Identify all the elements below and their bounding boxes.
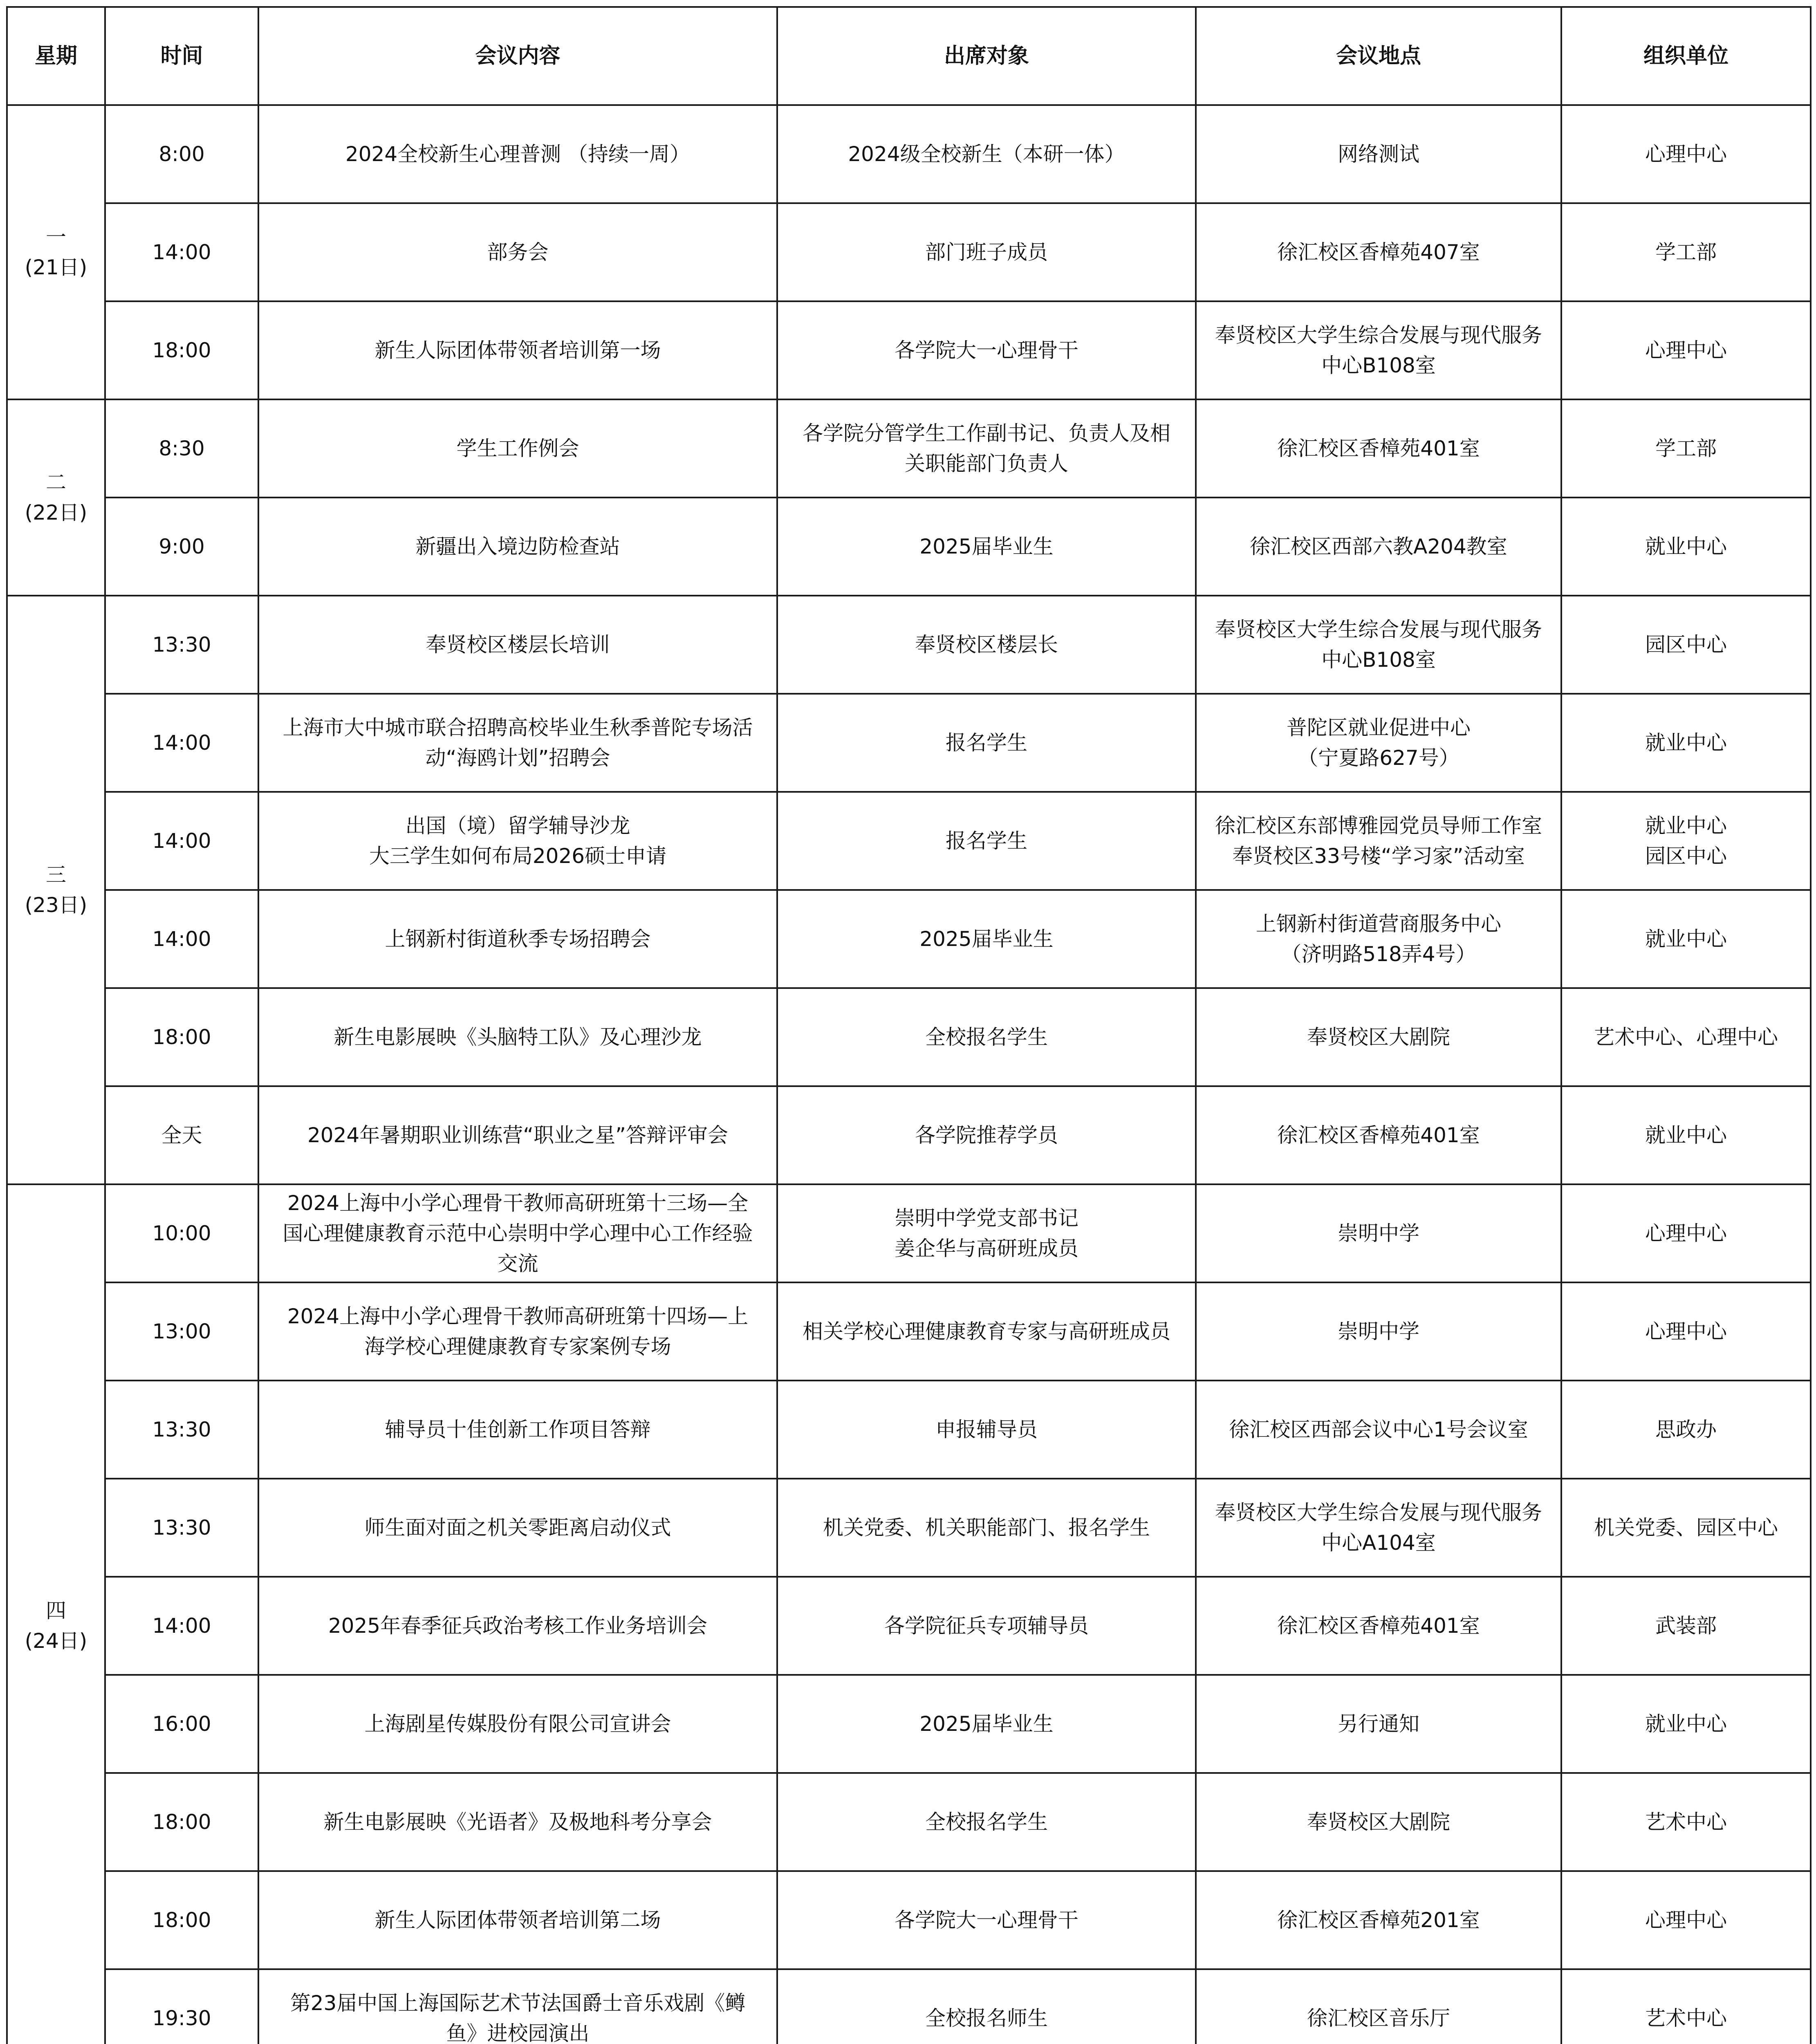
organizer-cell-line: 心理中心	[1645, 338, 1727, 362]
time-cell: 14:00	[105, 792, 258, 890]
content-cell-line: 2025年春季征兵政治考核工作业务培训会	[328, 1614, 708, 1638]
content-cell	[258, 1282, 777, 1381]
content-cell-line: 国心理健康教育示范中心崇明中学心理中心工作经验	[282, 1221, 753, 1245]
attendees-cell	[777, 498, 1196, 596]
table-row	[7, 890, 1811, 988]
organizer-cell	[1561, 1086, 1811, 1184]
content-cell-line: 上海剧星传媒股份有限公司宣讲会	[364, 1712, 671, 1736]
attendees-cell-line: 报名学生	[946, 731, 1027, 755]
table-row	[7, 1577, 1811, 1675]
location-cell-line: 中心B108室	[1321, 354, 1436, 377]
attendees-cell	[777, 1282, 1196, 1381]
time-cell: 14:00	[105, 890, 258, 988]
location-cell	[1196, 1969, 1561, 2044]
content-cell	[258, 1184, 777, 1282]
content-cell-line: 2024上海中小学心理骨干教师高研班第十三场—全	[287, 1191, 749, 1215]
time-cell: 8:30	[105, 399, 258, 498]
organizer-cell-line: 就业中心	[1645, 1123, 1727, 1147]
weekday-cell	[7, 596, 105, 1184]
location-cell-line: 普陀区就业促进中心	[1287, 716, 1471, 740]
content-cell-line: 上海市大中城市联合招聘高校毕业生秋季普陀专场活	[282, 716, 753, 740]
weekday-cell	[7, 399, 105, 596]
content-cell-line: 师生面对面之机关零距离启动仪式	[364, 1516, 671, 1540]
time-cell: 19:30	[105, 1969, 258, 2044]
organizer-cell-line: 就业中心	[1645, 1712, 1727, 1736]
attendees-cell	[777, 1086, 1196, 1184]
content-cell	[258, 694, 777, 792]
organizer-cell-line: 就业中心	[1645, 927, 1727, 951]
attendees-cell	[777, 1381, 1196, 1479]
location-cell	[1196, 1479, 1561, 1577]
time-cell: 14:00	[105, 694, 258, 792]
attendees-cell	[777, 1577, 1196, 1675]
time-cell: 13:30	[105, 596, 258, 694]
content-cell	[258, 1479, 777, 1577]
content-cell	[258, 498, 777, 596]
attendees-cell	[777, 1773, 1196, 1871]
location-cell-line: 徐汇校区西部会议中心1号会议室	[1229, 1418, 1528, 1441]
content-cell	[258, 301, 777, 399]
attendees-cell-line: 姜企华与高研班成员	[895, 1237, 1078, 1260]
organizer-cell	[1561, 1675, 1811, 1773]
location-cell	[1196, 694, 1561, 792]
organizer-cell-line: 机关党委、园区中心	[1594, 1516, 1778, 1540]
time-cell: 18:00	[105, 301, 258, 399]
location-cell	[1196, 1871, 1561, 1969]
table-row	[7, 1282, 1811, 1381]
organizer-cell-line: 武装部	[1655, 1614, 1717, 1638]
table-row	[7, 1871, 1811, 1969]
weekday-name: 四	[46, 1599, 66, 1623]
attendees-cell	[777, 1871, 1196, 1969]
location-cell	[1196, 596, 1561, 694]
attendees-cell-line: 2025届毕业生	[919, 535, 1054, 558]
organizer-cell-line: 园区中心	[1645, 633, 1727, 657]
location-cell	[1196, 301, 1561, 399]
location-cell-line: 中心A104室	[1321, 1531, 1436, 1555]
table-row	[7, 988, 1811, 1086]
location-cell	[1196, 1381, 1561, 1479]
location-cell	[1196, 1577, 1561, 1675]
content-cell	[258, 1675, 777, 1773]
content-cell	[258, 1086, 777, 1184]
organizer-cell	[1561, 792, 1811, 890]
time-cell: 13:30	[105, 1479, 258, 1577]
table-row	[7, 1381, 1811, 1479]
table-row	[7, 1479, 1811, 1577]
weekday-name: 一	[46, 225, 66, 249]
header-organizer: 组织单位	[1561, 7, 1811, 105]
header-time: 时间	[105, 7, 258, 105]
attendees-cell	[777, 203, 1196, 301]
time-cell: 13:30	[105, 1381, 258, 1479]
location-cell	[1196, 890, 1561, 988]
location-cell-line: 网络测试	[1338, 142, 1419, 166]
content-cell-line: 上钢新村街道秋季专场招聘会	[385, 927, 651, 951]
content-cell-line: 新生电影展映《光语者》及极地科考分享会	[323, 1810, 712, 1834]
location-cell-line: 奉贤校区大剧院	[1307, 1025, 1450, 1049]
content-cell-line: 2024全校新生心理普测 （持续一周）	[345, 142, 691, 166]
attendees-cell-line: 2024级全校新生（本研一体）	[848, 142, 1125, 166]
attendees-cell	[777, 399, 1196, 498]
location-cell-line: 奉贤校区大学生综合发展与现代服务	[1215, 323, 1542, 347]
attendees-cell	[777, 694, 1196, 792]
location-cell	[1196, 399, 1561, 498]
location-cell-line: （济明路518弄4号）	[1281, 942, 1476, 966]
time-cell: 14:00	[105, 1577, 258, 1675]
header-row	[7, 7, 1811, 105]
content-cell-line: 出国（境）留学辅导沙龙	[405, 814, 630, 838]
organizer-cell	[1561, 105, 1811, 203]
attendees-cell-line: 各学院征兵专项辅导员	[884, 1614, 1089, 1638]
location-cell-line: 奉贤校区大学生综合发展与现代服务	[1215, 1501, 1542, 1524]
organizer-cell	[1561, 1871, 1811, 1969]
weekday-cell	[7, 1184, 105, 2044]
location-cell-line: 徐汇校区西部六教A204教室	[1250, 535, 1507, 558]
content-cell-line: 学生工作例会	[456, 437, 579, 460]
weekday-name: 三	[46, 863, 66, 887]
time-cell: 14:00	[105, 203, 258, 301]
header-attendees: 出席对象	[777, 7, 1196, 105]
content-cell	[258, 1577, 777, 1675]
location-cell	[1196, 498, 1561, 596]
content-cell-line: 新生电影展映《头脑特工队》及心理沙龙	[334, 1025, 702, 1049]
content-cell-line: 动“海鸥计划”招聘会	[425, 746, 610, 770]
attendees-cell-line: 报名学生	[946, 829, 1027, 853]
attendees-cell	[777, 1479, 1196, 1577]
weekday-name: 二	[46, 471, 66, 494]
attendees-cell-line: 各学院大一心理骨干	[895, 1908, 1078, 1932]
weekday-date: (21日)	[25, 256, 87, 279]
attendees-cell-line: 申报辅导员	[935, 1418, 1038, 1441]
organizer-cell-line: 园区中心	[1645, 844, 1727, 868]
location-cell	[1196, 792, 1561, 890]
table-row	[7, 694, 1811, 792]
attendees-cell-line: 部门班子成员	[925, 240, 1048, 264]
table-row	[7, 792, 1811, 890]
time-cell: 18:00	[105, 1773, 258, 1871]
content-cell-line: 鱼》进校园演出	[446, 2022, 590, 2044]
location-cell-line: 中心B108室	[1321, 648, 1436, 672]
location-cell-line: 徐汇校区东部博雅园党员导师工作室	[1215, 814, 1542, 838]
location-cell-line: 崇明中学	[1338, 1221, 1419, 1245]
content-cell-line: 海学校心理健康教育专家案例专场	[364, 1335, 671, 1358]
attendees-cell-line: 2025届毕业生	[919, 927, 1054, 951]
location-cell	[1196, 1773, 1561, 1871]
organizer-cell-line: 心理中心	[1645, 142, 1727, 166]
organizer-cell	[1561, 1479, 1811, 1577]
location-cell	[1196, 1282, 1561, 1381]
content-cell	[258, 1773, 777, 1871]
time-cell: 10:00	[105, 1184, 258, 1282]
content-cell-line: 新疆出入境边防检查站	[415, 535, 620, 558]
attendees-cell	[777, 301, 1196, 399]
time-cell: 9:00	[105, 498, 258, 596]
content-cell	[258, 1969, 777, 2044]
content-cell-line: 2024上海中小学心理骨干教师高研班第十四场—上	[287, 1304, 749, 1328]
attendees-cell-line: 全校报名学生	[925, 1025, 1048, 1049]
organizer-cell	[1561, 1969, 1811, 2044]
organizer-cell	[1561, 301, 1811, 399]
location-cell	[1196, 105, 1561, 203]
table-row	[7, 105, 1811, 203]
location-cell	[1196, 988, 1561, 1086]
organizer-cell	[1561, 988, 1811, 1086]
time-cell: 16:00	[105, 1675, 258, 1773]
location-cell-line: 奉贤校区大剧院	[1307, 1810, 1450, 1834]
header-weekday: 星期	[7, 7, 105, 105]
location-cell-line: 崇明中学	[1338, 1320, 1419, 1343]
attendees-cell-line: 机关党委、机关职能部门、报名学生	[823, 1516, 1150, 1540]
organizer-cell	[1561, 498, 1811, 596]
attendees-cell	[777, 890, 1196, 988]
content-cell-line: 交流	[497, 1252, 538, 1275]
content-cell	[258, 105, 777, 203]
organizer-cell	[1561, 1577, 1811, 1675]
content-cell-line: 辅导员十佳创新工作项目答辩	[385, 1418, 651, 1441]
location-cell	[1196, 1675, 1561, 1773]
location-cell-line: 徐汇校区香樟苑201室	[1277, 1908, 1480, 1932]
location-cell-line: 徐汇校区香樟苑401室	[1277, 1123, 1480, 1147]
location-cell	[1196, 1184, 1561, 1282]
attendees-cell-line: 崇明中学党支部书记	[895, 1206, 1078, 1230]
content-cell	[258, 988, 777, 1086]
content-cell-line: 2024年暑期职业训练营“职业之星”答辩评审会	[307, 1123, 729, 1147]
table-row	[7, 203, 1811, 301]
attendees-cell-line: 各学院分管学生工作副书记、负责人及相	[803, 421, 1170, 445]
content-cell	[258, 792, 777, 890]
time-cell: 18:00	[105, 988, 258, 1086]
weekday-date: (23日)	[25, 893, 87, 917]
organizer-cell	[1561, 1282, 1811, 1381]
content-cell	[258, 399, 777, 498]
organizer-cell-line: 就业中心	[1645, 814, 1727, 838]
attendees-cell-line: 相关学校心理健康教育专家与高研班成员	[803, 1320, 1170, 1343]
organizer-cell	[1561, 596, 1811, 694]
location-cell	[1196, 1086, 1561, 1184]
attendees-cell	[777, 792, 1196, 890]
attendees-cell-line: 2025届毕业生	[919, 1712, 1054, 1736]
organizer-cell	[1561, 399, 1811, 498]
organizer-cell-line: 学工部	[1655, 240, 1717, 264]
table-row	[7, 498, 1811, 596]
organizer-cell	[1561, 694, 1811, 792]
table-row	[7, 399, 1811, 498]
location-cell-line: 另行通知	[1338, 1712, 1419, 1736]
weekday-date: (24日)	[25, 1629, 87, 1653]
weekday-cell	[7, 105, 105, 399]
attendees-cell-line: 关职能部门负责人	[905, 452, 1068, 475]
attendees-cell-line: 各学院大一心理骨干	[895, 338, 1078, 362]
table-row	[7, 1086, 1811, 1184]
content-cell	[258, 203, 777, 301]
weekday-date: (22日)	[25, 501, 87, 524]
content-cell-line: 新生人际团体带领者培训第二场	[374, 1908, 661, 1932]
location-cell-line: 徐汇校区香樟苑407室	[1277, 240, 1480, 264]
content-cell-line: 第23届中国上海国际艺术节法国爵士音乐戏剧《鳟	[290, 1991, 746, 2015]
location-cell-line: 奉贤校区33号楼“学习家”活动室	[1232, 844, 1525, 868]
content-cell-line: 大三学生如何布局2026硕士申请	[369, 844, 667, 868]
attendees-cell	[777, 988, 1196, 1086]
location-cell-line: 奉贤校区大学生综合发展与现代服务	[1215, 618, 1542, 641]
time-cell: 18:00	[105, 1871, 258, 1969]
table-row	[7, 1184, 1811, 1282]
content-cell	[258, 596, 777, 694]
organizer-cell-line: 艺术中心、心理中心	[1594, 1025, 1778, 1049]
time-cell: 8:00	[105, 105, 258, 203]
content-cell	[258, 890, 777, 988]
time-cell: 13:00	[105, 1282, 258, 1381]
header-content: 会议内容	[258, 7, 777, 105]
organizer-cell-line: 心理中心	[1645, 1908, 1727, 1932]
attendees-cell-line: 全校报名师生	[925, 2006, 1048, 2030]
organizer-cell-line: 艺术中心	[1645, 1810, 1727, 1834]
location-cell-line: 上钢新村街道营商服务中心	[1256, 912, 1501, 936]
attendees-cell	[777, 596, 1196, 694]
attendees-cell	[777, 1184, 1196, 1282]
attendees-cell-line: 全校报名学生	[925, 1810, 1048, 1834]
organizer-cell-line: 就业中心	[1645, 731, 1727, 755]
organizer-cell-line: 艺术中心	[1645, 2006, 1727, 2030]
table-row	[7, 1969, 1811, 2044]
organizer-cell-line: 学工部	[1655, 437, 1717, 460]
location-cell-line: 徐汇校区音乐厅	[1307, 2006, 1450, 2030]
content-cell-line: 奉贤校区楼层长培训	[426, 633, 610, 657]
attendees-cell	[777, 1675, 1196, 1773]
content-cell	[258, 1381, 777, 1479]
table-row	[7, 596, 1811, 694]
attendees-cell	[777, 105, 1196, 203]
schedule-body	[7, 105, 1811, 2044]
meeting-schedule-table	[6, 6, 1812, 2044]
content-cell-line: 部务会	[487, 240, 549, 264]
table-row	[7, 301, 1811, 399]
content-cell-line: 新生人际团体带领者培训第一场	[374, 338, 661, 362]
organizer-cell-line: 就业中心	[1645, 535, 1727, 558]
attendees-cell-line: 各学院推荐学员	[915, 1123, 1058, 1147]
table-row	[7, 1773, 1811, 1871]
table-row	[7, 1675, 1811, 1773]
time-cell: 全天	[105, 1086, 258, 1184]
header-location: 会议地点	[1196, 7, 1561, 105]
attendees-cell-line: 奉贤校区楼层长	[915, 633, 1058, 657]
location-cell-line: 徐汇校区香樟苑401室	[1277, 437, 1480, 460]
organizer-cell	[1561, 1773, 1811, 1871]
attendees-cell	[777, 1969, 1196, 2044]
organizer-cell-line: 心理中心	[1645, 1320, 1727, 1343]
organizer-cell-line: 心理中心	[1645, 1221, 1727, 1245]
organizer-cell	[1561, 1184, 1811, 1282]
organizer-cell-line: 思政办	[1655, 1418, 1717, 1441]
location-cell-line: 徐汇校区香樟苑401室	[1277, 1614, 1480, 1638]
location-cell	[1196, 203, 1561, 301]
organizer-cell	[1561, 203, 1811, 301]
organizer-cell	[1561, 1381, 1811, 1479]
content-cell	[258, 1871, 777, 1969]
organizer-cell	[1561, 890, 1811, 988]
location-cell-line: （宁夏路627号）	[1298, 746, 1460, 770]
